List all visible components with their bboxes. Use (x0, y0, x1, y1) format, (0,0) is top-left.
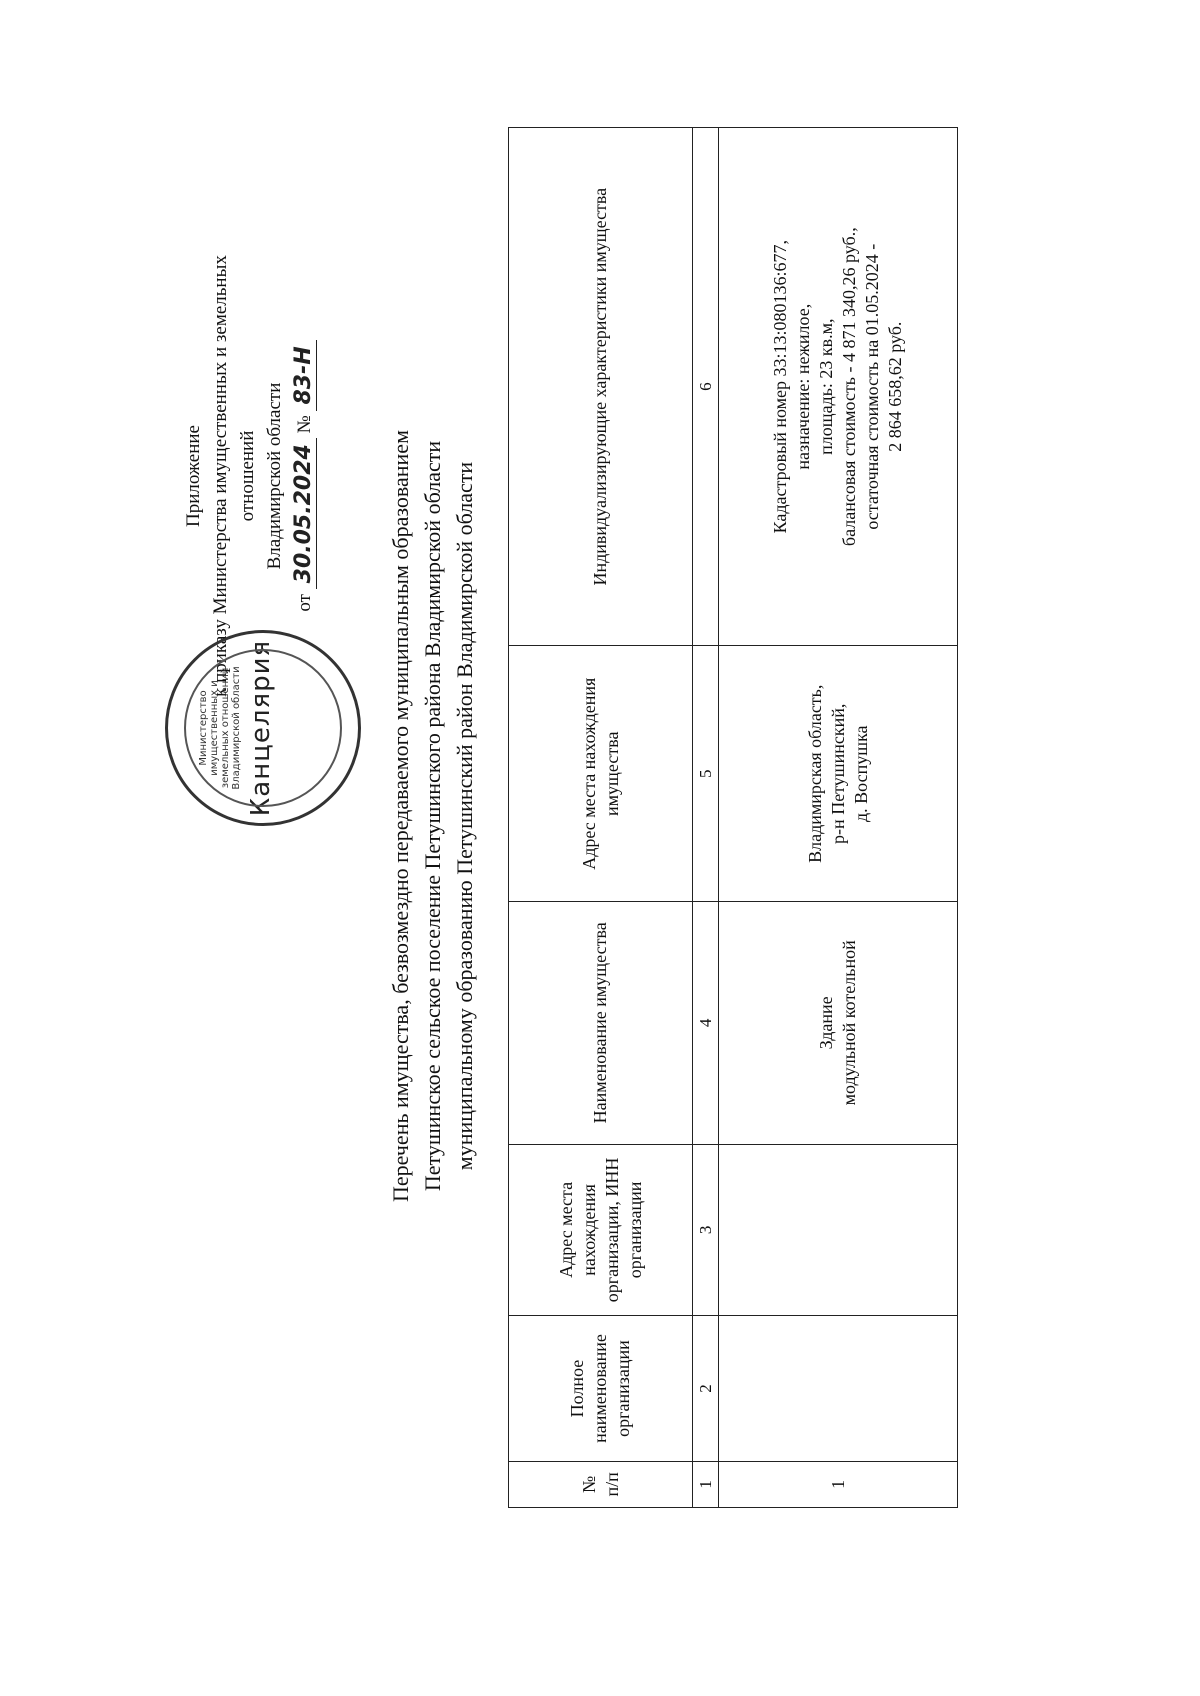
order-date-number (290, 340, 318, 611)
property-address-line: Владимирская область, (804, 684, 825, 863)
title-line-1: Перечень имущества, безвозмездно передаваемого муниципальным образованием (388, 430, 413, 1202)
number-prefix: № (294, 415, 315, 434)
stamp-ring-text: Министерство имущественных и земельных отношений Владимирской области (198, 666, 242, 790)
column-number: 1 (693, 1461, 719, 1507)
characteristics-line: Кадастровый номер 33:13:080136:677, (770, 239, 790, 534)
org-name-cell (719, 1316, 958, 1461)
stamp-center-text: Канцелярия (246, 639, 276, 817)
header-property-name: Наименование имущества (509, 902, 693, 1144)
header-number: № п/п (509, 1461, 693, 1507)
property-table (508, 127, 958, 1508)
handwritten-number: 83-Н (291, 340, 317, 410)
header-org-address: Адрес места нахождения организации, ИНН организации (509, 1144, 693, 1316)
property-name-line: модульной котельной (839, 940, 859, 1106)
property-name-line: Здание (816, 996, 836, 1050)
property-address-line: р-н Петушинский, (827, 703, 848, 844)
characteristics-line: балансовая стоимость - 4 871 340,26 руб., (839, 227, 859, 547)
header-org-name: Полное наименование организации (509, 1316, 693, 1461)
column-number: 5 (693, 646, 719, 902)
title-line-3: муниципальному образованию Петушинский район Владимирской области (452, 461, 477, 1171)
order-reference: к приказу Министерства имущественных и земельных отношений (210, 255, 258, 697)
header-property-address: Адрес места нахождения имущества (509, 646, 693, 902)
column-number: 2 (693, 1316, 719, 1461)
document-title (385, 236, 481, 1396)
title-line-2: Петушинское сельское поселение Петушинского района Владимирской области (420, 440, 445, 1192)
row-number: 1 (719, 1461, 958, 1507)
characteristics-line: остаточная стоимость на 01.05.2024 - (862, 243, 882, 530)
region-name: Владимирской области (264, 382, 285, 570)
date-prefix: от (294, 594, 315, 612)
property-address-line: д. Воспушка (850, 725, 871, 823)
office-stamp (165, 630, 361, 826)
table-row (719, 128, 958, 1508)
column-number-row (693, 128, 719, 1508)
property-name-cell (719, 902, 958, 1144)
characteristics-line: площадь: 23 кв.м, (816, 318, 836, 455)
column-number: 4 (693, 902, 719, 1144)
appendix-label: Приложение (183, 425, 204, 527)
handwritten-date: 30.05.2024 (291, 438, 317, 589)
org-address-cell (719, 1144, 958, 1316)
table-header-row (509, 128, 693, 1508)
column-number: 6 (693, 128, 719, 646)
characteristics-line: назначение: нежилое, (793, 303, 813, 470)
characteristics-cell (719, 128, 958, 646)
property-address-cell (719, 646, 958, 902)
column-number: 3 (693, 1144, 719, 1316)
header-characteristics: Индивидуализирующие характеристики имущества (509, 128, 693, 646)
characteristics-line: 2 864 658,62 руб. (885, 321, 905, 452)
